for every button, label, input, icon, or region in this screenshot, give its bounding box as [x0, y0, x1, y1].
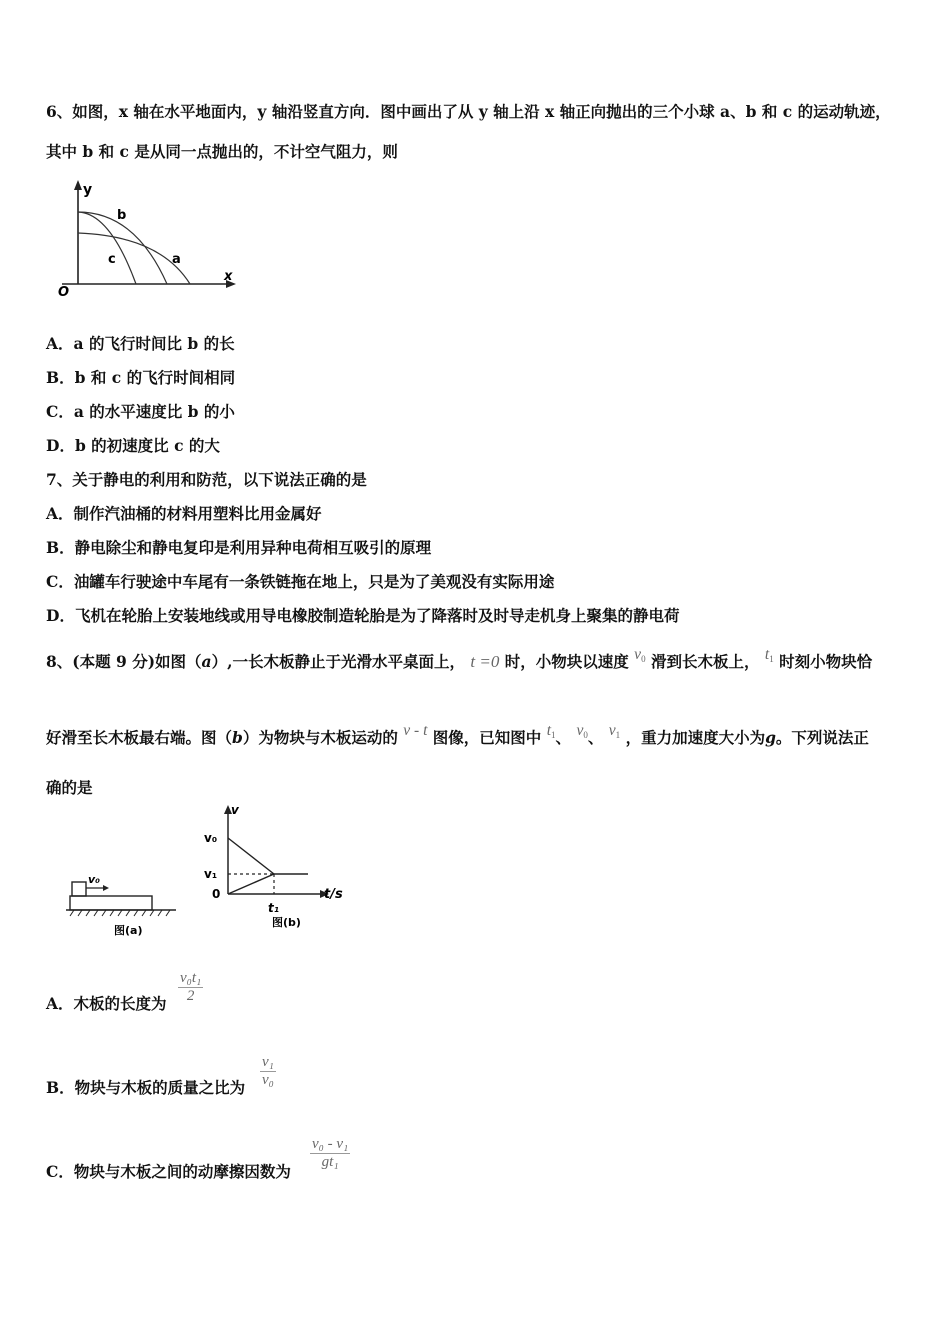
- fig-b-caption: 图(b): [272, 916, 301, 929]
- q8-figure-b: [198, 800, 358, 936]
- block-velocity-line: [228, 838, 274, 874]
- q8-option-b-text: B．物块与木板的质量之比为: [46, 1078, 246, 1097]
- t1-symbol-2: $t_1$: [546, 722, 556, 740]
- fig-b-t-axis-label: t/s: [324, 887, 343, 902]
- q7-option-d: D．飞机在轮胎上安装地线或用导电橡胶制造轮胎是为了降落时及时导走机身上聚集的静电荷: [46, 606, 680, 625]
- q6-label-c: c: [108, 252, 116, 267]
- fraction-denominator: v₀: [262, 1072, 274, 1088]
- q7-option-a: A．制作汽油桶的材料用塑料比用金属好: [46, 504, 322, 523]
- velocity-arrowhead: [103, 885, 109, 891]
- fig-b-t1-label: t₁: [268, 901, 279, 915]
- board-velocity-line: [228, 874, 274, 894]
- q8-figure-a: [64, 868, 184, 940]
- q6-label-o: O: [58, 285, 70, 300]
- fig-b-v1-label: v₁: [204, 867, 218, 881]
- q6-stem-line2: 其中 b 和 c 是从同一点抛出的，不计空气阻力，则: [46, 142, 398, 161]
- v0-symbol: $v_0$: [634, 646, 646, 664]
- q7-option-c: C．油罐车行驶途中车尾有一条铁链拖在地上，只是为了美观没有实际用途: [46, 572, 555, 591]
- q7-option-b: B．静电除尘和静电复印是利用异种电荷相互吸引的原理: [46, 538, 432, 557]
- q6-label-b: b: [117, 208, 127, 223]
- fig-a-caption: 图(a): [114, 924, 143, 937]
- q8-option-a-text: A．木板的长度为: [46, 994, 167, 1013]
- q8-stem-line2: 好滑至长木板最右端。图（b）为物块与木板运动的 v - t 图像，已知图中 $t_1$、 $v_0$、 $v_1$ ，重力加速度大小为g。下列说法正: [46, 722, 869, 747]
- q6-label-x: x: [224, 269, 233, 284]
- q8-option-b-fraction: [260, 1054, 276, 1089]
- y-axis-arrow: [74, 180, 82, 190]
- q8-option-c-fraction: [310, 1136, 350, 1171]
- fraction-numerator: v₁: [262, 1054, 274, 1070]
- fraction-numerator: v₀ - v₁: [312, 1136, 349, 1152]
- q8-stem-line1: 8、(本题 9 分)如图（a）,一长木板静止于光滑水平桌面上， t =0 时，小物块以速度 $v_0$ 滑到长木板上， $t_1$ 时刻小物块恰: [46, 646, 873, 671]
- long-board: [70, 896, 152, 910]
- trajectory-c: [78, 212, 136, 284]
- v1-symbol: $v_1$: [608, 722, 621, 740]
- fig-b-v-axis-label: v: [231, 803, 239, 817]
- q6-option-b: B．b 和 c 的飞行时间相同: [46, 368, 236, 387]
- fraction-numerator: v₀t₁: [180, 970, 202, 986]
- small-block: [72, 882, 86, 896]
- q6-stem-line1: 6、如图，x 轴在水平地面内，y 轴沿竖直方向．图中画出了从 y 轴上沿 x 轴正向抛出的三个小球 a、b 和 c 的运动轨迹，: [46, 102, 891, 121]
- fraction-denominator: gt₁: [321, 1154, 339, 1170]
- v-t-symbol: v - t: [403, 722, 428, 739]
- q7-stem: 7、关于静电的利用和防范，以下说法正确的是: [46, 470, 367, 489]
- q6-trajectories: [78, 212, 190, 284]
- fig-b-v0-label: v₀: [204, 831, 218, 845]
- q8-stem-line3: 确的是: [46, 778, 93, 797]
- q6-label-a: a: [172, 252, 181, 267]
- fig-b-zero-label: 0: [212, 887, 221, 901]
- q6-trajectory-figure: [50, 178, 250, 303]
- q8-option-a-fraction: [178, 970, 203, 1005]
- fraction-denominator: 2: [186, 988, 195, 1004]
- q6-label-y: y: [83, 182, 93, 198]
- q8-option-c-text: C．物块与木板之间的动摩擦因数为: [46, 1162, 291, 1181]
- q6-option-d: D．b 的初速度比 c 的大: [46, 436, 220, 455]
- fig-a-v0-label: v₀: [88, 873, 100, 886]
- t1-symbol: $t_1$: [764, 646, 774, 664]
- table-hatching: [70, 910, 170, 916]
- v0-symbol-2: $v_0$: [576, 722, 588, 740]
- q6-option-a: A．a 的飞行时间比 b 的长: [46, 334, 235, 353]
- q6-option-c: C．a 的水平速度比 b 的小: [46, 402, 235, 421]
- t-equals-zero: t =0: [470, 652, 500, 671]
